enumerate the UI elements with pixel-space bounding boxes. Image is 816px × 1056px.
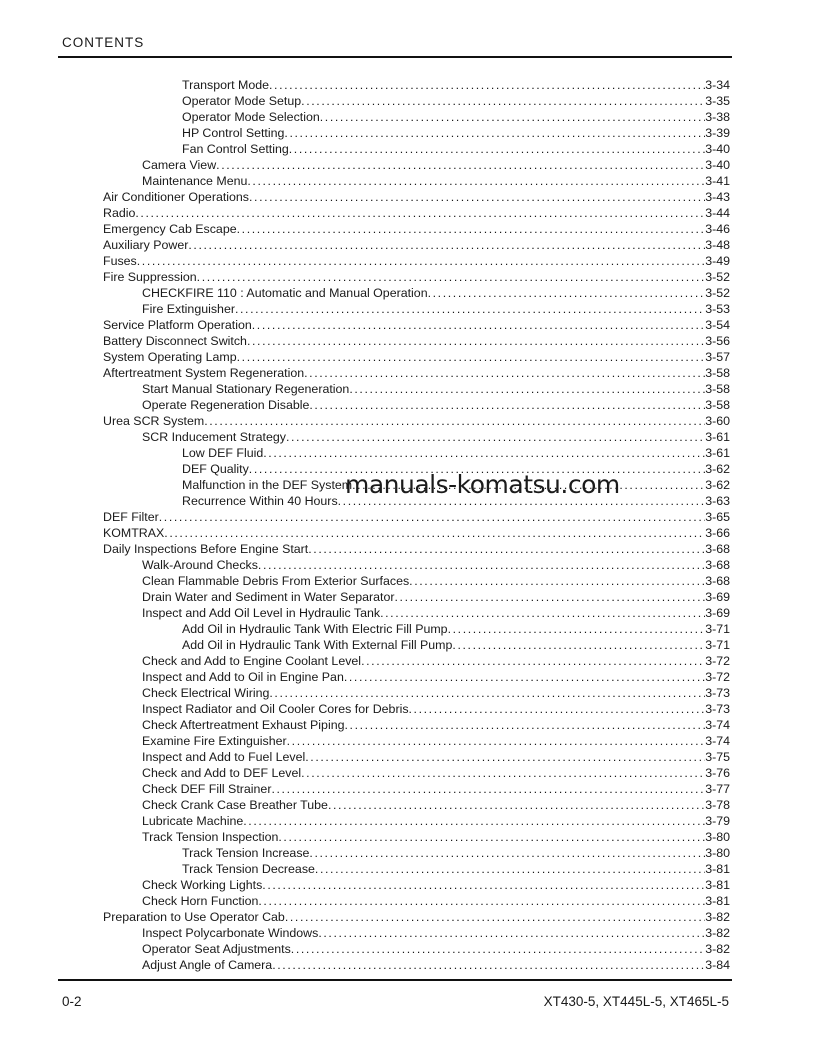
toc-entry-page: 3-52 [705,286,730,300]
toc-entry-label: HP Control Setting [182,126,285,140]
toc-entry-page: 3-61 [705,446,730,460]
toc-entry-label: Radio [103,206,136,220]
toc-entry-label: Add Oil in Hydraulic Tank With External Fill Pump [182,638,453,652]
toc-leader-dots [247,173,705,189]
toc-entry [0,861,816,877]
toc-entry [0,813,816,829]
toc-entry-label: Check and Add to Engine Coolant Level [142,654,362,668]
toc-entry-page: 3-66 [705,526,730,540]
toc-entry-label: Check DEF Fill Strainer [142,782,272,796]
toc-leader-dots [289,141,705,157]
toc-leader-dots [349,381,705,397]
toc-entry-page: 3-81 [705,894,730,908]
toc-entry-label: Aftertreatment System Regeneration [103,366,305,380]
toc-entry [0,701,816,717]
toc-entry-page: 3-46 [705,222,730,236]
toc-entry-page: 3-52 [705,270,730,284]
toc-leader-dots [345,717,706,733]
toc-entry [0,77,816,93]
toc-entry [0,269,816,285]
toc-entry-label: Air Conditioner Operations [103,190,250,204]
toc-entry-page: 3-69 [705,606,730,620]
toc-entry-label: Recurrence Within 40 Hours [182,494,338,508]
toc-entry-label: Check Electrical Wiring [142,686,270,700]
toc-leader-dots [304,365,705,381]
toc-entry [0,941,816,957]
toc-leader-dots [320,109,705,125]
toc-entry-page: 3-74 [705,734,730,748]
toc-entry-label: Check Aftertreatment Exhaust Piping [142,718,345,732]
toc-entry-page: 3-40 [705,158,730,172]
toc-leader-dots [301,765,705,781]
toc-leader-dots [272,957,705,973]
toc-entry-label: Transport Mode [182,78,270,92]
toc-entry-page: 3-73 [705,686,730,700]
toc-leader-dots [243,813,705,829]
toc-entry-label: Malfunction in the DEF System [182,478,353,492]
toc-entry-label: Maintenance Menu [142,174,248,188]
toc-entry-label: Clean Flammable Debris From Exterior Surfaces [142,574,410,588]
toc-entry-label: Examine Fire Extinguisher [142,734,287,748]
toc-entry [0,589,816,605]
toc-entry [0,381,816,397]
toc-entry-page: 3-63 [705,494,730,508]
toc-entry-label: Drain Water and Sediment in Water Separator [142,590,395,604]
toc-entry [0,525,816,541]
toc-entry-page: 3-58 [705,366,730,380]
toc-leader-dots [249,189,705,205]
toc-leader-dots [258,893,705,909]
toc-entry-label: Walk-Around Checks [142,558,258,572]
toc-entry [0,845,816,861]
toc-entry-page: 3-58 [705,398,730,412]
toc-entry-label: Inspect Polycarbonate Windows [142,926,319,940]
toc-leader-dots [235,301,705,317]
toc-entry-page: 3-41 [705,174,730,188]
toc-entry [0,93,816,109]
toc-entry-label: Add Oil in Hydraulic Tank With Electric Fill Pump [182,622,448,636]
toc-entry-label: Operator Mode Selection [182,110,320,124]
toc-entry-page: 3-38 [705,110,730,124]
toc-entry-label: Fire Extinguisher [142,302,235,316]
toc-leader-dots [409,573,705,589]
toc-entry-label: Camera View [142,158,217,172]
toc-entry-page: 3-77 [705,782,730,796]
toc-leader-dots [137,253,705,269]
toc-entry [0,125,816,141]
toc-leader-dots [395,589,706,605]
toc-entry-page: 3-60 [705,414,730,428]
toc-entry [0,429,816,445]
toc-entry-page: 3-43 [705,190,730,204]
toc-entry [0,413,816,429]
toc-leader-dots [252,317,705,333]
toc-leader-dots [308,541,705,557]
toc-leader-dots [271,781,705,797]
toc-entry-label: KOMTRAX [103,526,165,540]
toc-entry-page: 3-49 [705,254,730,268]
toc-entry [0,285,816,301]
toc-leader-dots [318,925,705,941]
toc-entry [0,749,816,765]
footer-page-number: 0-2 [62,994,82,1009]
toc-entry-page: 3-69 [705,590,730,604]
toc-leader-dots [216,157,705,173]
toc-entry [0,317,816,333]
toc-entry-page: 3-78 [705,798,730,812]
toc-entry [0,173,816,189]
toc-entry-label: Inspect and Add Oil Level in Hydraulic Tank [142,606,381,620]
toc-entry-label: Operate Regeneration Disable [142,398,310,412]
toc-leader-dots [285,909,705,925]
toc-entry-label: Service Platform Operation [103,318,252,332]
toc-leader-dots [237,349,706,365]
toc-entry-page: 3-39 [705,126,730,140]
toc-leader-dots [291,941,705,957]
toc-entry-label: Daily Inspections Before Engine Start [103,542,309,556]
toc-leader-dots [409,701,706,717]
toc-entry-page: 3-62 [705,478,730,492]
toc-entry [0,957,816,973]
toc-entry-label: Inspect Radiator and Oil Cooler Cores for Debris [142,702,409,716]
toc-entry-page: 3-79 [705,814,730,828]
toc-entry-page: 3-68 [705,558,730,572]
toc-entry-label: Track Tension Inspection [142,830,279,844]
toc-entry-page: 3-48 [705,238,730,252]
toc-leader-dots [164,525,705,541]
toc-entry [0,781,816,797]
toc-entry-label: Check Crank Case Breather Tube [142,798,328,812]
toc-entry-label: Adjust Angle of Camera [142,958,273,972]
toc-entry-label: DEF Filter [103,510,159,524]
toc-entry-label: Track Tension Increase [182,846,310,860]
toc-leader-dots [159,509,705,525]
footer-model-names: XT430-5, XT445L-5, XT465L-5 [543,994,729,1009]
toc-entry-page: 3-74 [705,718,730,732]
toc-leader-dots [309,845,705,861]
toc-entry-page: 3-53 [705,302,730,316]
toc-entry-label: Fire Suppression [103,270,197,284]
toc-entry-page: 3-65 [705,510,730,524]
toc-entry-page: 3-81 [705,878,730,892]
toc-entry [0,765,816,781]
header-divider [58,56,732,58]
toc-entry-page: 3-44 [705,206,730,220]
toc-entry-page: 3-80 [705,830,730,844]
toc-leader-dots [452,637,705,653]
toc-entry-label: Inspect and Add to Oil in Engine Pan [142,670,344,684]
toc-entry-label: Fan Control Setting [182,142,289,156]
toc-leader-dots [428,285,706,301]
toc-entry [0,637,816,653]
toc-leader-dots [258,557,705,573]
toc-entry-page: 3-72 [705,654,730,668]
toc-entry [0,253,816,269]
toc-leader-dots [247,333,705,349]
toc-entry-page: 3-68 [705,542,730,556]
toc-leader-dots [204,413,705,429]
toc-entry-page: 3-82 [705,926,730,940]
toc-entry-page: 3-34 [705,78,730,92]
toc-entry [0,797,816,813]
toc-entry-label: Check Horn Function [142,894,259,908]
toc-entry [0,301,816,317]
toc-leader-dots [262,877,705,893]
footer-divider [58,979,732,981]
toc-entry [0,909,816,925]
toc-entry-page: 3-76 [705,766,730,780]
toc-entry [0,621,816,637]
toc-leader-dots [344,669,705,685]
toc-entry [0,237,816,253]
toc-leader-dots [309,397,705,413]
toc-leader-dots [315,861,705,877]
toc-entry [0,829,816,845]
toc-entry [0,445,816,461]
toc-entry [0,509,816,525]
toc-entry [0,365,816,381]
toc-entry-label: Preparation to Use Operator Cab [103,910,285,924]
toc-entry-label: Low DEF Fluid [182,446,264,460]
toc-leader-dots [448,621,706,637]
toc-entry-page: 3-56 [705,334,730,348]
toc-entry [0,557,816,573]
toc-entry [0,685,816,701]
toc-leader-dots [287,733,706,749]
toc-leader-dots [284,125,705,141]
toc-entry [0,573,816,589]
toc-leader-dots [286,429,705,445]
toc-entry-page: 3-58 [705,382,730,396]
toc-entry-label: Auxiliary Power [103,238,189,252]
toc-entry [0,717,816,733]
toc-entry-label: Start Manual Stationary Regeneration [142,382,350,396]
toc-entry-page: 3-75 [705,750,730,764]
toc-entry [0,925,816,941]
toc-entry-label: Battery Disconnect Switch [103,334,247,348]
toc-entry-label: DEF Quality [182,462,249,476]
toc-entry [0,605,816,621]
toc-entry-page: 3-71 [705,622,730,636]
toc-entry-page: 3-72 [705,670,730,684]
toc-entry-label: Check and Add to DEF Level [142,766,302,780]
toc-entry-page: 3-61 [705,430,730,444]
toc-entry-label: Check Working Lights [142,878,263,892]
toc-entry [0,893,816,909]
toc-entry-page: 3-80 [705,846,730,860]
toc-entry-label: Lubricate Machine [142,814,244,828]
toc-entry-label: Inspect and Add to Fuel Level [142,750,306,764]
toc-entry [0,189,816,205]
toc-leader-dots [135,205,705,221]
toc-entry [0,157,816,173]
toc-entry [0,541,816,557]
toc-entry [0,733,816,749]
toc-entry-label: Operator Seat Adjustments [142,942,291,956]
toc-entry [0,333,816,349]
toc-entry [0,397,816,413]
toc-entry-page: 3-73 [705,702,730,716]
toc-leader-dots [237,221,706,237]
toc-entry-label: Track Tension Decrease [182,862,315,876]
toc-leader-dots [197,269,706,285]
toc-entry [0,221,816,237]
toc-entry [0,877,816,893]
toc-leader-dots [361,653,705,669]
toc-leader-dots [269,77,705,93]
toc-entry [0,653,816,669]
toc-entry-label: System Operating Lamp [103,350,237,364]
toc-entry-label: SCR Inducement Strategy [142,430,286,444]
toc-entry-label: CHECKFIRE 110 : Automatic and Manual Operation [142,286,428,300]
toc-entry-page: 3-40 [705,142,730,156]
toc-entry-page: 3-82 [705,910,730,924]
watermark-text: manuals-komatsu.com [345,470,620,499]
table-of-contents [0,77,816,973]
toc-entry-page: 3-82 [705,942,730,956]
toc-leader-dots [278,829,705,845]
toc-leader-dots [301,93,705,109]
toc-entry-page: 3-68 [705,574,730,588]
toc-entry-page: 3-62 [705,462,730,476]
toc-entry-page: 3-57 [705,350,730,364]
toc-entry-label: Operator Mode Setup [182,94,302,108]
toc-entry [0,109,816,125]
toc-entry-page: 3-71 [705,638,730,652]
toc-entry-page: 3-54 [705,318,730,332]
toc-entry-page: 3-84 [705,958,730,972]
toc-entry-label: Fuses [103,254,137,268]
page-title: CONTENTS [62,35,145,50]
toc-entry [0,205,816,221]
toc-leader-dots [328,797,705,813]
toc-leader-dots [305,749,705,765]
toc-leader-dots [380,605,705,621]
toc-entry [0,669,816,685]
toc-entry-page: 3-81 [705,862,730,876]
toc-leader-dots [263,445,705,461]
toc-entry [0,349,816,365]
toc-leader-dots [269,685,705,701]
toc-entry [0,141,816,157]
toc-entry-label: Emergency Cab Escape [103,222,237,236]
toc-entry-label: Urea SCR System [103,414,205,428]
toc-leader-dots [188,237,705,253]
toc-entry-page: 3-35 [705,94,730,108]
